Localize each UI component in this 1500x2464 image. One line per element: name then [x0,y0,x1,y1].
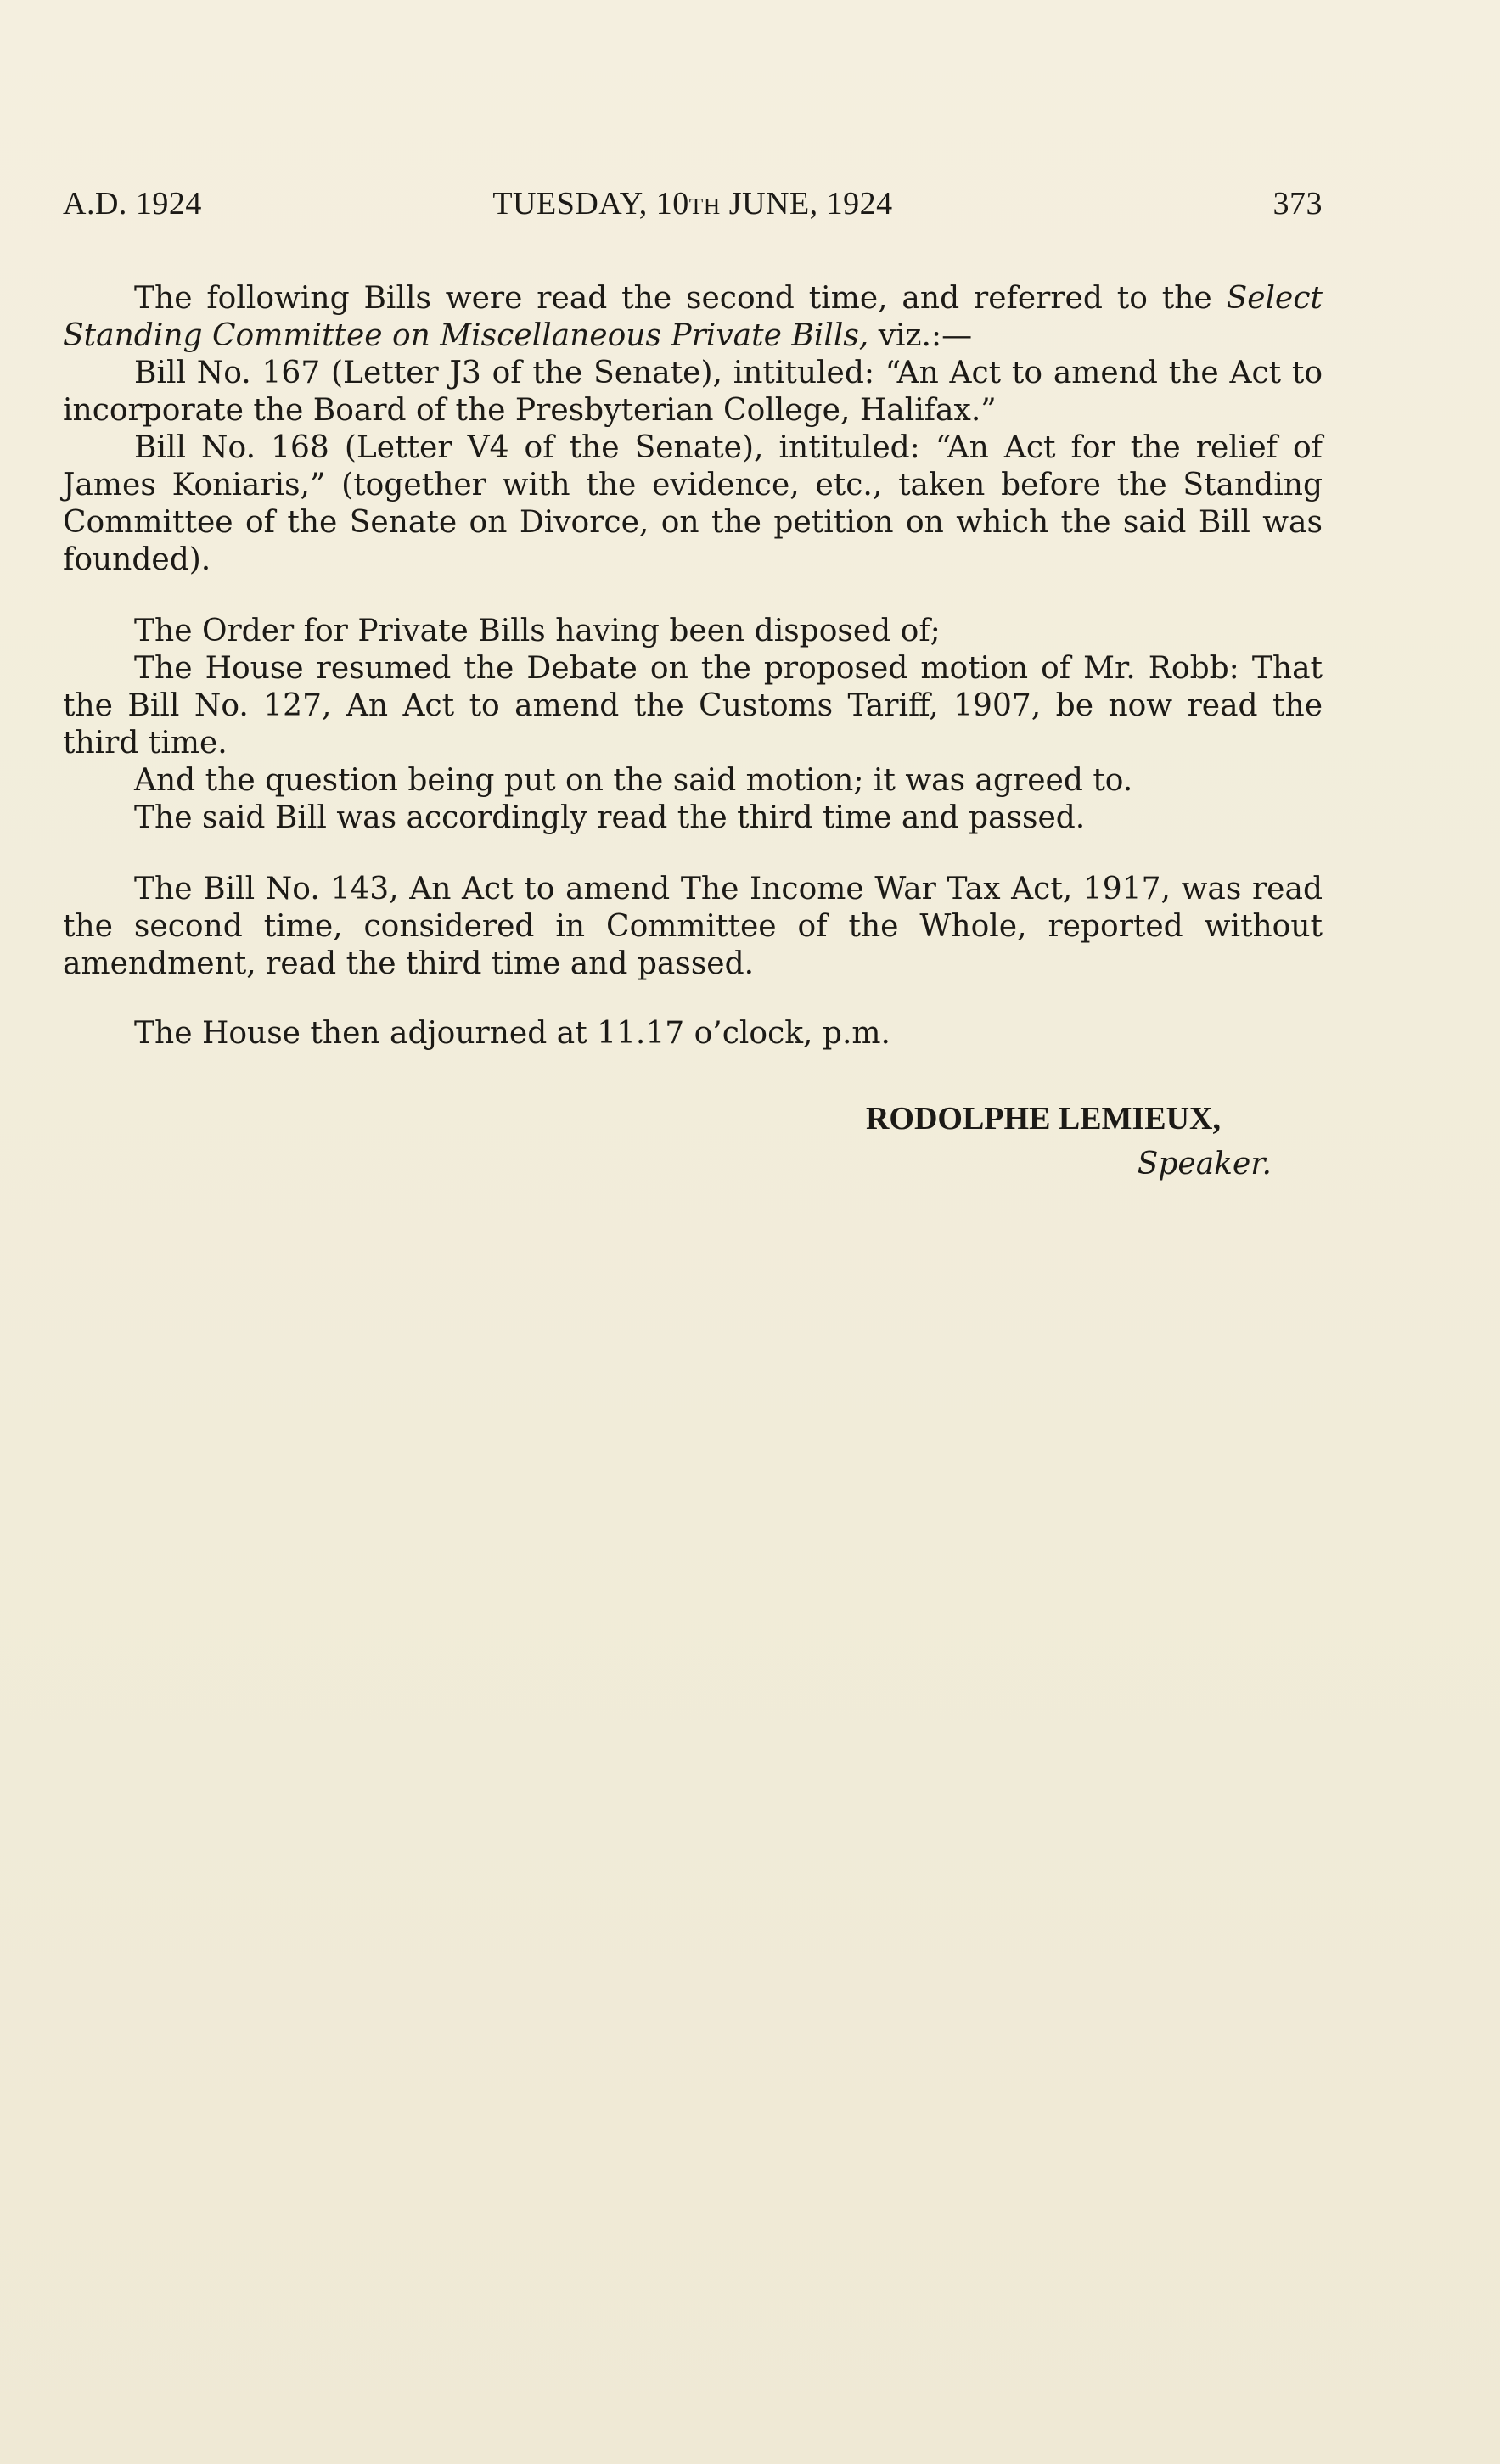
paragraph-bills-referred [63,280,1323,355]
speaker-name: RODOLPHE LEMIEUX, [865,1101,1221,1137]
paragraph-bill-168: Bill No. 168 (Letter V4 of the Senate), intituled: “An Act for the relief of James Koniaris,” (together with the evidence, etc., taken before the Standing Committee of the Senate on Divorce, on the petition on which the said Bill was founded). [63,430,1323,577]
paragraph-bill-143: The Bill No. 143, An Act to amend The Income War Tax Act, 1917, was read the second time, considered in Committee of the Whole, reported without amendment, read the third time and passed. [63,872,1323,981]
spacer [63,579,1323,613]
header-date-prefix: TUESDAY, 10 [492,186,689,222]
paragraph-adjourned: The House then adjourned at 11.17 o’clock, p.m. [134,1016,890,1051]
header-year: A.D. 1924 [63,186,202,222]
committee-name: Select Standing Committee on Miscellaneous Private Bills, [63,281,1323,353]
paragraph-question-put: And the question being put on the said motion; it was agreed to. [134,763,1133,798]
paragraph-bill-167: Bill No. 167 (Letter J3 of the Senate), intituled: “An Act to amend the Act to incorporate the Board of the Presbyterian College, Halifax.” [63,356,1323,428]
paragraph-order-private-bills: The Order for Private Bills having been disposed of; [134,614,941,648]
spacer [63,983,1323,1015]
paragraph-bills-referred-tail: viz.:— [868,318,973,353]
paragraph-bills-referred-lead: The following Bills were read the second time, and referred to the [134,281,1227,316]
spacer [63,837,1323,871]
header-date-ordinal: th [688,186,721,222]
signature-block [63,1100,1323,1183]
header-date [63,185,1323,222]
page-number: 373 [1272,186,1323,222]
paragraph-debate-resumed: The House resumed the Debate on the proposed motion of Mr. Robb: That the Bill No. 127, An Act to amend the Customs Tariff, 1907, be now read the third time. [63,651,1323,761]
journal-body [63,280,1323,1052]
speaker-title: Speaker. [1137,1147,1272,1181]
paragraph-bill-passed: The said Bill was accordingly read the third time and passed. [134,800,1086,835]
header-date-suffix: JUNE, 1924 [720,186,893,222]
running-header [63,185,1323,236]
